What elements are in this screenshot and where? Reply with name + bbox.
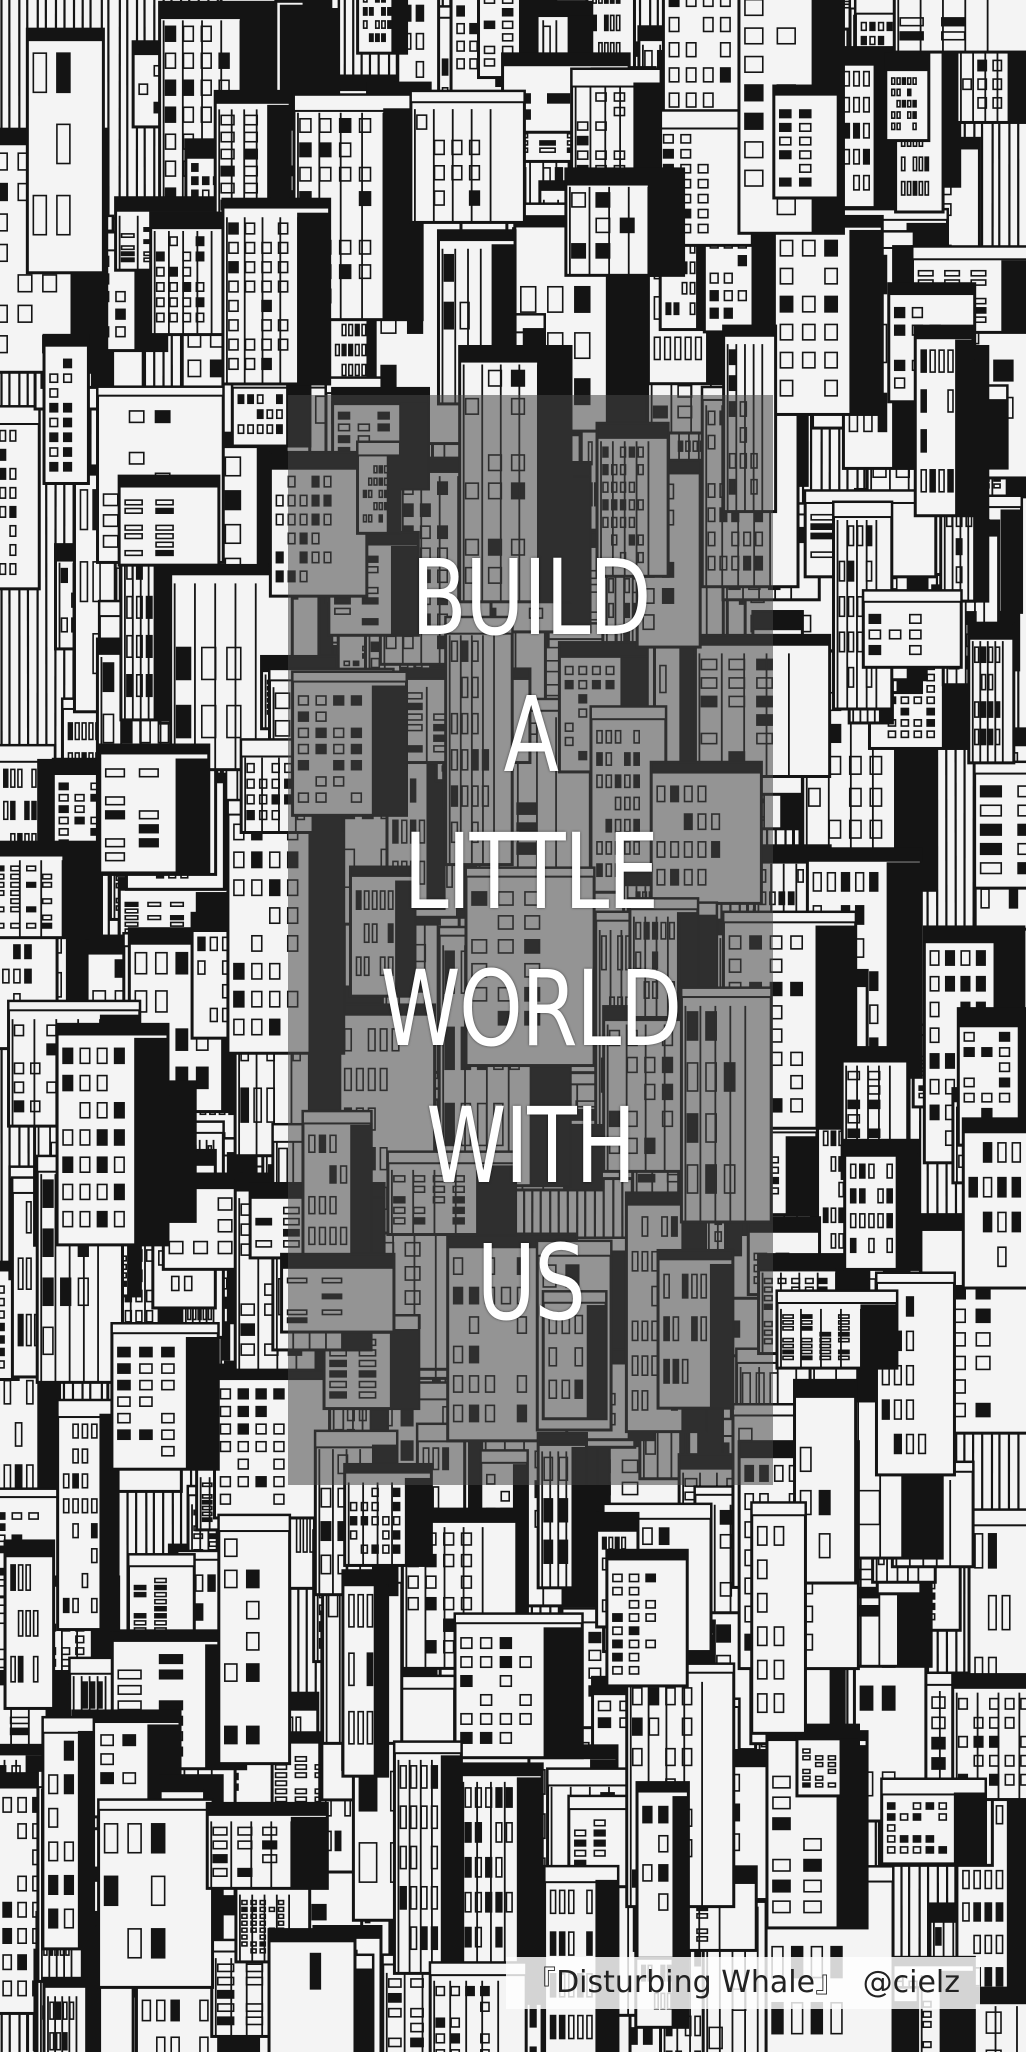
- quote-line: LITTLE: [403, 811, 658, 933]
- credit-handle: @cielz: [862, 1965, 960, 2000]
- credit-label: [506, 1957, 980, 2009]
- quote-line: A: [503, 674, 558, 796]
- quote-line: WITH: [426, 1085, 635, 1207]
- quote-line: WORLD: [380, 948, 681, 1070]
- quote-line: US: [476, 1222, 585, 1344]
- credit-title: 『Disturbing Whale』: [526, 1965, 846, 2000]
- quote-line: BUILD: [411, 537, 650, 659]
- quote-text: [341, 530, 719, 1352]
